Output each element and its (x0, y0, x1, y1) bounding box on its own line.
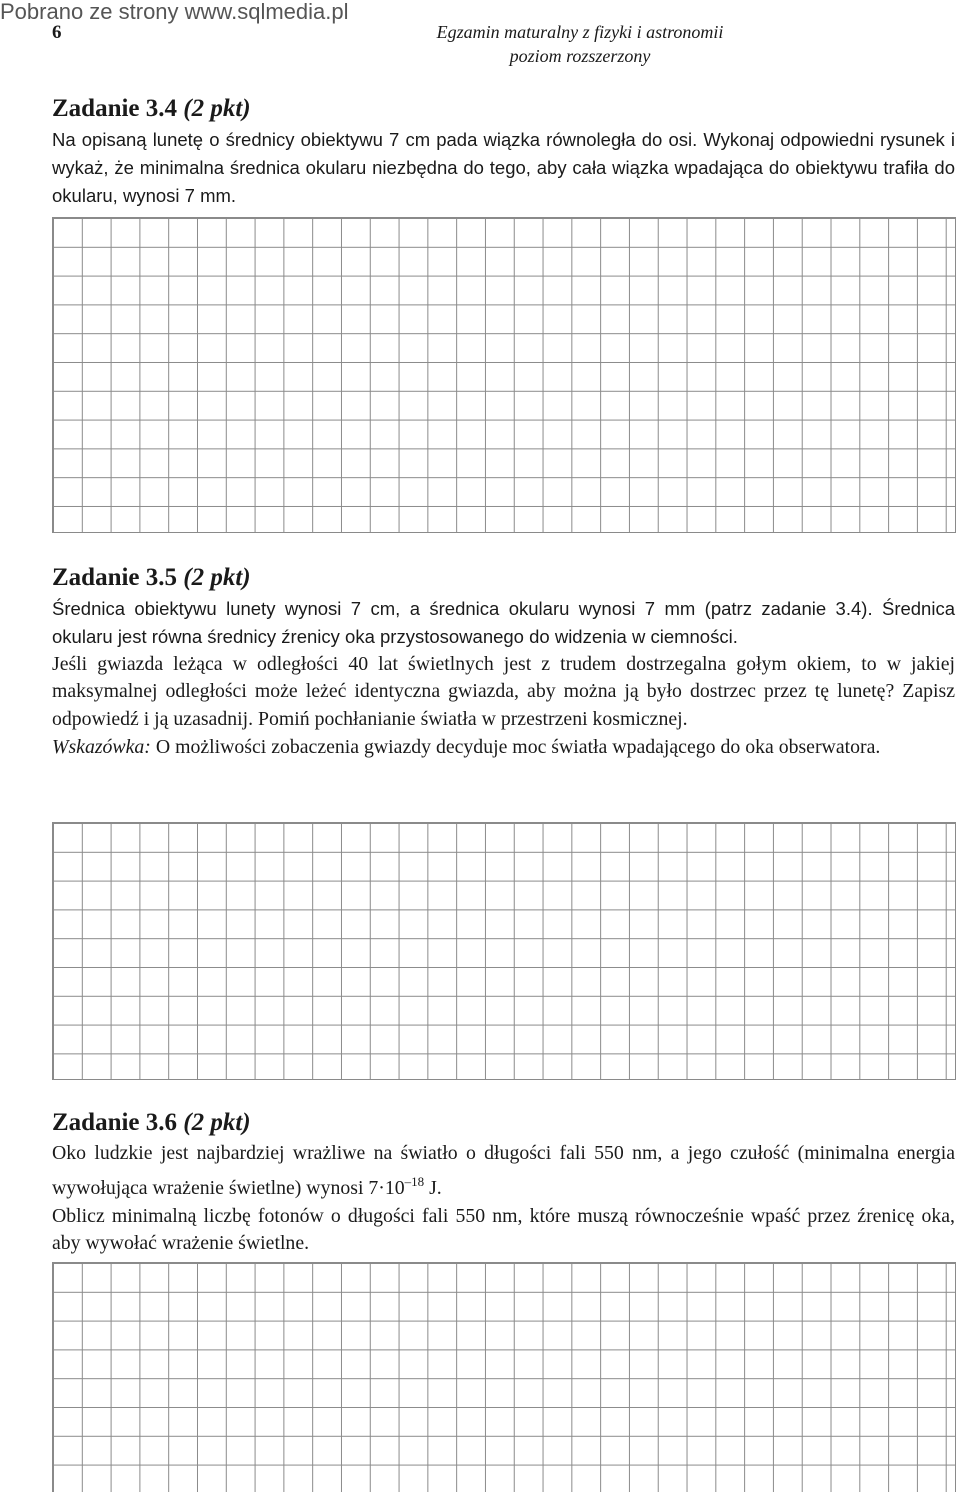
task-points: (2 pkt) (183, 564, 251, 591)
watermark: Pobrano ze strony www.sqlmedia.pl (0, 0, 349, 24)
header-title: Egzamin maturalny z fizyki i astronomii (436, 22, 724, 42)
hint-text: O możliwości zobaczenia gwiazdy decyduje moc światła wpadającego do oka obserwatora. (150, 735, 881, 758)
task-text-intro: Średnica obiektywu lunety wynosi 7 cm, a średnica okularu wynosi 7 mm (patrz zadanie 3.4). Średnica okularu jest równa średnicy źrenicy oka przystosowanego do widzenia w ciemności. (52, 598, 955, 647)
task-3-6 (52, 1108, 955, 1258)
task-text: Na opisaną lunetę o średnicy obiektywu 7 cm pada wiązka równoległa do osi. Wykonaj odpowiedni rysunek i wykaż, że minimalna średnica okularu niezbędna do tego, aby cała wiązka wpadająca do obiektywu trafiła do okularu, wynosi 7 mm. (52, 129, 955, 206)
page-header (300, 20, 860, 68)
answer-grid-3-4[interactable] (52, 217, 956, 533)
task-text-question: Oblicz minimalną liczbę fotonów o długości fali 550 nm, które muszą równocześnie wpaść przez źrenicę oka, aby wywołać wrażenie świetlne. (52, 1204, 955, 1255)
task-number: Zadanie 3.5 (52, 564, 178, 591)
task-number: Zadanie 3.6 (52, 1109, 178, 1136)
task-points: (2 pkt) (183, 95, 251, 122)
task-hint (52, 734, 955, 762)
task-3-4 (52, 94, 955, 209)
task-title (52, 563, 955, 593)
task-3-5 (52, 563, 955, 762)
task-text-given (52, 1140, 955, 1203)
page-number: 6 (52, 22, 62, 43)
header-level: poziom rozszerzony (509, 46, 651, 66)
task-points: (2 pkt) (183, 1109, 251, 1136)
exponent: –18 (404, 1173, 425, 1189)
answer-grid-3-6[interactable] (52, 1262, 956, 1492)
hint-label: Wskazówka: (52, 735, 151, 758)
task-text-unit: J. (424, 1176, 442, 1199)
task-text-question: Jeśli gwiazda leżąca w odległości 40 lat świetlnych jest z trudem dostrzegalna gołym okiem, to w jakiej maksymalnej odległości może leżeć identyczna gwiazda, aby można ją było dostrzec przez tę lunetę? Zapisz odpowiedź i ją uzasadnij. Pomiń pochłanianie światła w przestrzeni kosmicznej. (52, 652, 955, 731)
task-title (52, 94, 955, 124)
task-title (52, 1108, 955, 1138)
answer-grid-3-5[interactable] (52, 822, 956, 1080)
task-text-part: Oko ludzkie jest najbardziej wrażliwe na światło o długości fali 550 nm, a jego czułość (minimalna energia wywołująca wrażenie świetlne) wynosi 7·10 (52, 1142, 955, 1199)
task-number: Zadanie 3.4 (52, 95, 178, 122)
